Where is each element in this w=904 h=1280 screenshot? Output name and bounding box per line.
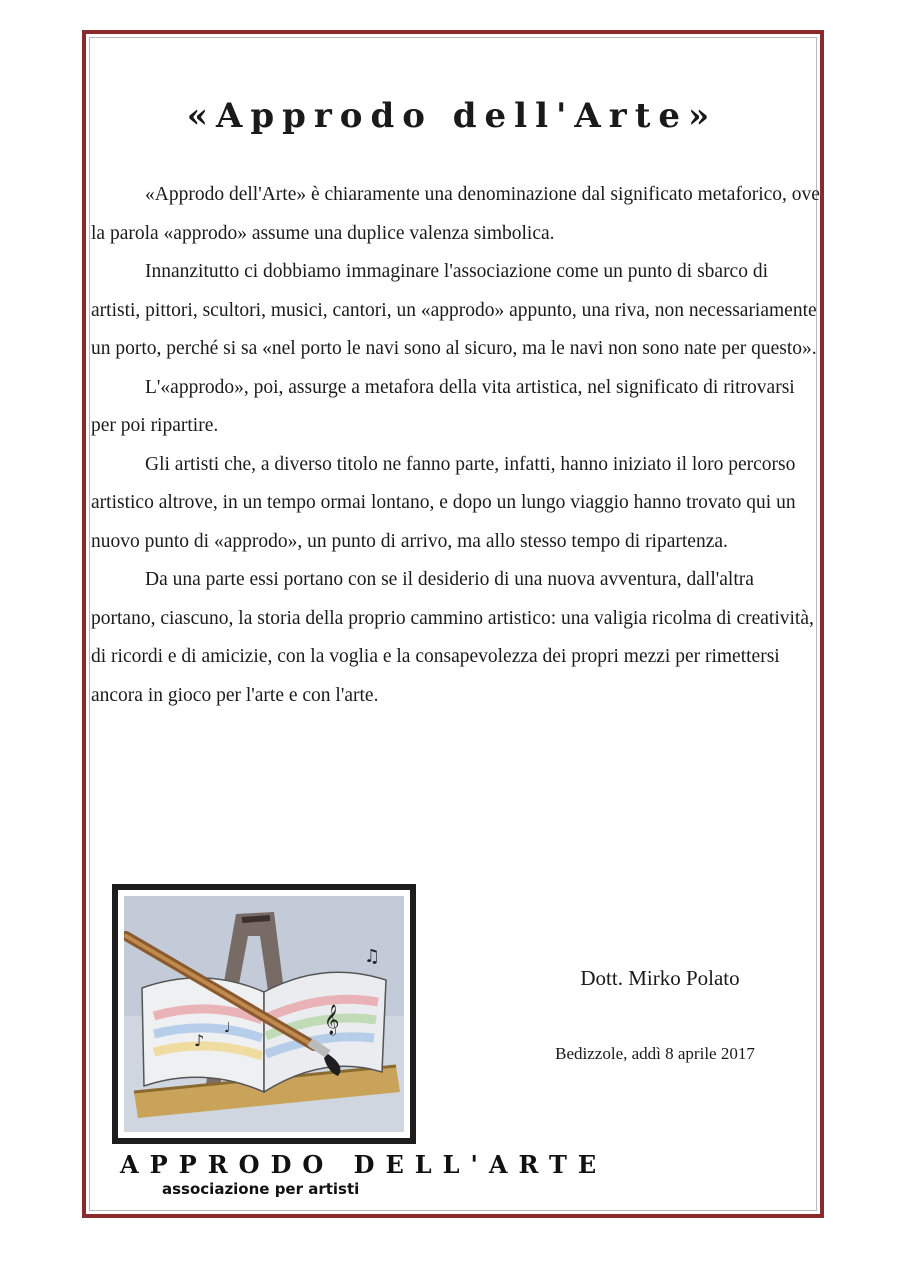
svg-text:𝄞: 𝄞 bbox=[324, 1005, 340, 1035]
paragraph-5: Da una parte essi portano con se il desiderio di una nuova avventura, dall'altra portano, ciascuno, la storia della proprio cammino artistico: una valigia ricolma di creatività, di ricordi e di amicizie, con la voglia e la consapevolezza dei propri mezzi per rimettersi ancora in gioco per l'arte e con l'arte. bbox=[91, 569, 814, 706]
paragraph-3: L'«approdo», poi, assurge a metafora della vita artistica, nel significato di ritrovarsi per poi ripartire. bbox=[91, 376, 795, 436]
logo-painting-frame bbox=[112, 884, 416, 1144]
svg-text:♩: ♩ bbox=[224, 1020, 231, 1036]
svg-text:♪: ♪ bbox=[194, 1031, 205, 1050]
paragraph-2: Innanzitutto ci dobbiamo immaginare l'associazione come un punto di sbarco di artisti, pittori, scultori, musici, cantori, un «approdo» appunto, una riva, non necessariamente un porto, perché si sa «nel porto le navi sono al sicuro, ma le navi non sono nate per questo». bbox=[91, 261, 817, 359]
svg-text:♫: ♫ bbox=[364, 946, 381, 967]
easel-book-brush-drawing bbox=[124, 896, 404, 1132]
signature: Dott. Mirko Polato bbox=[580, 966, 740, 990]
page-title: «Approdo dell'Arte» bbox=[186, 96, 718, 136]
association-logo-name: APPRODO DELL'ARTE bbox=[120, 1150, 608, 1179]
association-tagline: associazione per artisti bbox=[162, 1180, 360, 1198]
paragraph-1: «Approdo dell'Arte» è chiaramente una denominazione dal significato metaforico, ove la parola «approdo» assume una duplice valenza simbolica. bbox=[91, 184, 820, 244]
body-text bbox=[91, 176, 821, 715]
logo-painting-mat bbox=[118, 890, 410, 1138]
paragraph-4: Gli artisti che, a diverso titolo ne fanno parte, infatti, hanno iniziato il loro percorso artistico altrove, in un tempo ormai lontano, e dopo un lungo viaggio hanno trovato qui un nuovo punto di «approdo», un punto di arrivo, ma allo stesso tempo di ripartenza. bbox=[91, 453, 796, 552]
place-date: Bedizzole, addì 8 aprile 2017 bbox=[555, 1044, 755, 1063]
